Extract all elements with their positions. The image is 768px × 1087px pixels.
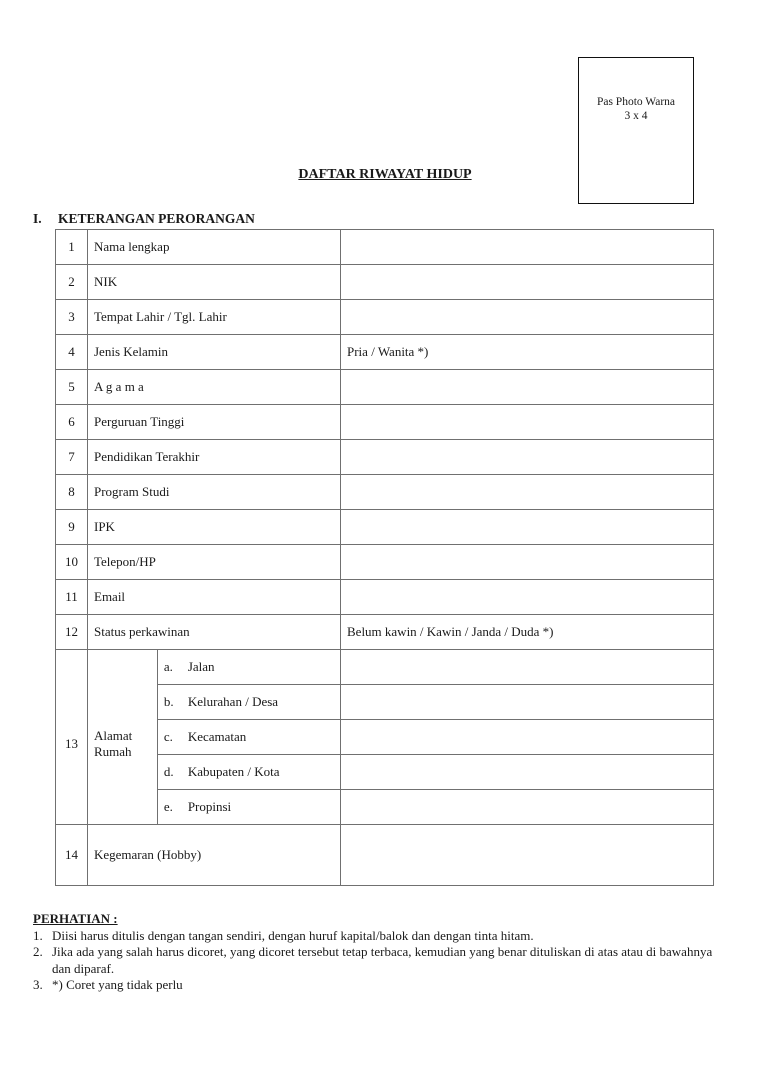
table-row <box>56 230 714 265</box>
row-label: Status perkawinan <box>88 615 341 650</box>
row-label: IPK <box>88 510 341 545</box>
row-value-field[interactable] <box>341 370 714 405</box>
address-sub-text: Kelurahan / Desa <box>187 694 279 709</box>
address-sub-key: c. <box>163 729 173 744</box>
row-label: Nama lengkap <box>88 230 341 265</box>
row-value-field[interactable] <box>341 475 714 510</box>
notes-heading: PERHATIAN : <box>33 911 118 926</box>
row-value-field[interactable] <box>341 300 714 335</box>
note-item <box>33 944 733 977</box>
address-sub-text: Kecamatan <box>187 729 247 744</box>
section-title: KETERANGAN PERORANGAN <box>58 211 255 226</box>
row-value-field[interactable] <box>341 440 714 475</box>
note-number: 2. <box>33 944 43 959</box>
table-row <box>56 475 714 510</box>
address-sub-label <box>157 755 340 790</box>
row-label: Kegemaran (Hobby) <box>88 825 341 886</box>
photo-caption-line1: Pas Photo Warna <box>596 96 676 108</box>
row-value-field[interactable]: Pria / Wanita *) <box>341 335 714 370</box>
note-text: Jika ada yang salah harus dicoret, yang dicoret tersebut tetap terbaca, kemudian yang benar dituliskan di atas atau di bawahnya dan diparaf. <box>52 944 713 976</box>
document-title <box>0 165 768 183</box>
address-label-line1: Alamat <box>94 728 133 743</box>
note-number: 3. <box>33 977 43 992</box>
address-sub-text: Kabupaten / Kota <box>187 764 280 779</box>
row-value-field[interactable] <box>341 510 714 545</box>
hobby-value-field[interactable] <box>341 825 714 886</box>
address-sub-label <box>157 685 340 720</box>
note-text: *) Coret yang tidak perlu <box>52 977 183 992</box>
table-row <box>56 510 714 545</box>
address-sub-text: Jalan <box>187 659 215 674</box>
row-label: Perguruan Tinggi <box>88 405 341 440</box>
address-label-line2: Rumah <box>94 744 132 759</box>
row-value-field[interactable] <box>341 405 714 440</box>
row-label: Email <box>88 580 341 615</box>
address-row <box>56 650 714 685</box>
table-row <box>56 335 714 370</box>
row-number: 9 <box>56 510 88 545</box>
address-value-field[interactable] <box>341 650 714 685</box>
note-number: 1. <box>33 927 43 943</box>
row-label: Telepon/HP <box>88 545 341 580</box>
table-row <box>56 440 714 475</box>
address-sub-key: b. <box>163 694 174 709</box>
document-title-text: DAFTAR RIWAYAT HIDUP <box>298 167 472 182</box>
notes-section <box>33 911 733 994</box>
address-sub-key: d. <box>163 764 174 779</box>
section-heading <box>33 211 255 227</box>
personal-info-table <box>55 229 714 886</box>
row-value-field[interactable] <box>341 545 714 580</box>
row-number: 10 <box>56 545 88 580</box>
row-label: Program Studi <box>88 475 341 510</box>
row-number: 5 <box>56 370 88 405</box>
row-number: 4 <box>56 335 88 370</box>
row-value-field[interactable] <box>341 580 714 615</box>
table-row <box>56 300 714 335</box>
row-label: Jenis Kelamin <box>88 335 341 370</box>
table-row <box>56 370 714 405</box>
row-label: NIK <box>88 265 341 300</box>
table-row <box>56 545 714 580</box>
address-sub-key: a. <box>163 659 173 674</box>
address-sub-key: e. <box>163 799 173 814</box>
row-number: 14 <box>56 825 88 886</box>
note-item <box>33 977 733 994</box>
address-sub-label <box>157 720 340 755</box>
row-value-field[interactable]: Belum kawin / Kawin / Janda / Duda *) <box>341 615 714 650</box>
address-value-field[interactable] <box>341 685 714 720</box>
row-value-field[interactable] <box>341 230 714 265</box>
row-number: 6 <box>56 405 88 440</box>
row-number: 7 <box>56 440 88 475</box>
row-number: 8 <box>56 475 88 510</box>
row-number: 3 <box>56 300 88 335</box>
note-text: Diisi harus ditulis dengan tangan sendiri, dengan huruf kapital/balok dan dengan tinta hitam. <box>52 927 534 943</box>
section-number: I. <box>33 211 42 226</box>
address-value-field[interactable] <box>341 720 714 755</box>
address-label <box>88 650 158 825</box>
row-label: Tempat Lahir / Tgl. Lahir <box>88 300 341 335</box>
row-label: A g a m a <box>88 370 341 405</box>
table-row <box>56 615 714 650</box>
row-number: 1 <box>56 230 88 265</box>
table-row <box>56 265 714 300</box>
address-sub-label <box>157 650 340 685</box>
note-item <box>33 928 733 945</box>
address-sub-text: Propinsi <box>187 799 232 814</box>
row-number: 12 <box>56 615 88 650</box>
address-value-field[interactable] <box>341 790 714 825</box>
address-value-field[interactable] <box>341 755 714 790</box>
table-row <box>56 580 714 615</box>
row-number: 2 <box>56 265 88 300</box>
table-row <box>56 405 714 440</box>
address-row-number: 13 <box>56 650 88 825</box>
row-label: Pendidikan Terakhir <box>88 440 341 475</box>
table-row <box>56 825 714 886</box>
address-sub-label <box>157 790 340 825</box>
photo-caption-line2: 3 x 4 <box>624 110 648 122</box>
row-value-field[interactable] <box>341 265 714 300</box>
row-number: 11 <box>56 580 88 615</box>
